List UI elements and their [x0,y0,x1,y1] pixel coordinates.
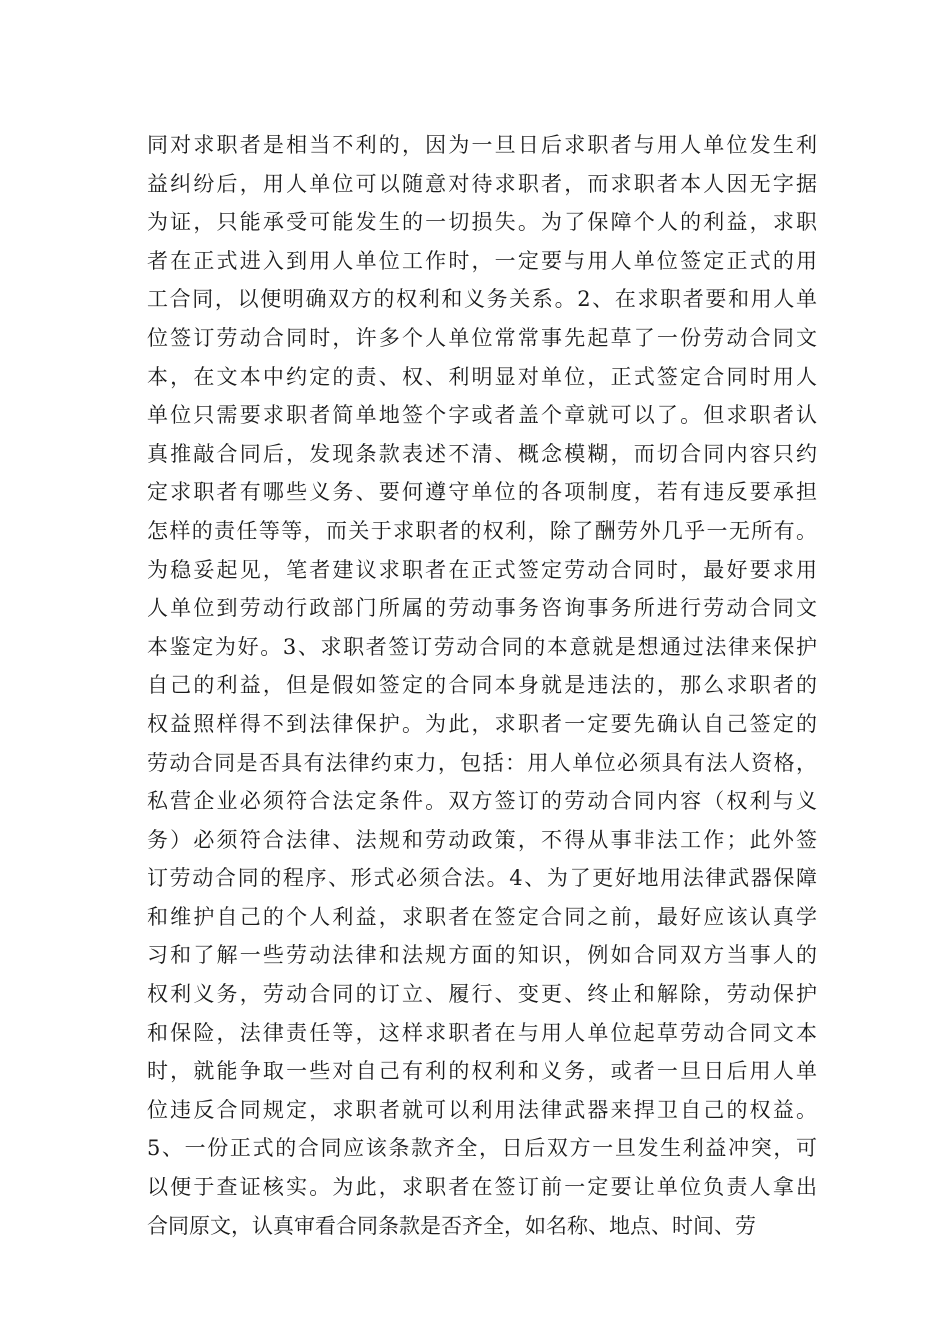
text-line: 5、一份正式的合同应该条款齐全，日后双方一旦发生利益冲突，可 [147,1136,817,1161]
text-line: 为稳妥起见，笔者建议求职者在正式签定劳动合同时，最好要求用 [147,557,817,582]
body-text [147,126,817,1245]
text-line: 自己的利益，但是假如签定的合同本身就是违法的，那么求职者的 [147,673,817,698]
text-line: 益纠纷后，用人单位可以随意对待求职者，而求职者本人因无字据 [147,171,817,196]
text-line: 真推敲合同后，发现条款表述不清、概念模糊，而切合同内容只约 [147,441,817,466]
text-line: 为证，只能承受可能发生的一切损失。为了保障个人的利益，求职 [147,210,817,235]
text-line: 本，在文本中约定的责、权、利明显对单位，正式签定合同时用人 [147,364,817,389]
text-line: 私营企业必须符合法定条件。双方签订的劳动合同内容（权利与义 [147,789,817,814]
text-line: 和保险，法律责任等，这样求职者在与用人单位起草劳动合同文本 [147,1020,817,1045]
text-line: 以便于查证核实。为此，求职者在签订前一定要让单位负责人拿出 [147,1175,817,1200]
text-line: 位签订劳动合同时，许多个人单位常常事先起草了一份劳动合同文 [147,325,817,350]
text-line: 者在正式进入到用人单位工作时，一定要与用人单位签定正式的用 [147,248,817,273]
text-line: 权利义务，劳动合同的订立、履行、变更、终止和解除，劳动保护 [147,982,817,1007]
text-line: 本鉴定为好。3、求职者签订劳动合同的本意就是想通过法律来保护 [147,634,817,659]
text-line: 订劳动合同的程序、形式必须合法。4、为了更好地用法律武器保障 [147,866,817,891]
text-line: 人单位到劳动行政部门所属的劳动事务咨询事务所进行劳动合同文 [147,596,817,621]
text-line: 务）必须符合法律、法规和劳动政策，不得从事非法工作；此外签 [147,827,817,852]
text-line: 定求职者有哪些义务、要何遵守单位的各项制度，若有违反要承担 [147,480,817,505]
text-line: 时，就能争取一些对自己有利的权利和义务，或者一旦日后用人单 [147,1059,817,1084]
text-line: 怎样的责任等等，而关于求职者的权利，除了酬劳外几乎一无所有。 [147,518,817,543]
text-line: 同对求职者是相当不利的，因为一旦日后求职者与用人单位发生利 [147,133,817,157]
text-line: 劳动合同是否具有法律约束力，包括：用人单位必须具有法人资格， [147,750,817,775]
text-line: 和维护自己的个人利益，求职者在签定合同之前，最好应该认真学 [147,904,817,929]
text-line: 权益照样得不到法律保护。为此，求职者一定要先确认自己签定的 [147,711,817,736]
text-line: 合同原文，认真审看合同条款是否齐全，如名称、地点、时间、劳 [147,1213,756,1238]
text-line: 位违反合同规定，求职者就可以利用法律武器来捍卫自己的权益。 [147,1097,817,1122]
text-line: 单位只需要求职者简单地签个字或者盖个章就可以了。但求职者认 [147,403,817,428]
text-line: 习和了解一些劳动法律和法规方面的知识，例如合同双方当事人的 [147,943,817,968]
text-line: 工合同，以便明确双方的权利和义务关系。2、在求职者要和用人单 [147,287,817,312]
